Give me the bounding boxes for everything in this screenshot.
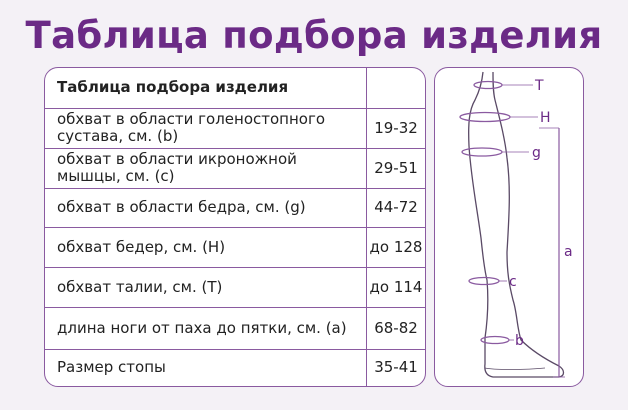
row-label: обхват в области голеностопного сустава, см. (b) [45, 108, 367, 148]
row-value: 19-32 [367, 108, 426, 148]
row-value: 35-41 [367, 349, 426, 386]
leg-illustration [435, 68, 583, 386]
measure-ring-t [474, 82, 502, 89]
measure-ring-h [460, 113, 510, 122]
leg-diagram [434, 67, 584, 387]
size-table [44, 67, 426, 387]
row-label: обхват бедер, см. (H) [45, 227, 367, 267]
row-value: 68-82 [367, 307, 426, 349]
measure-ring-g [462, 148, 502, 156]
label-h: H [540, 110, 551, 126]
label-a: a [564, 244, 573, 260]
row-value: 29-51 [367, 148, 426, 188]
page-title: Таблица подбора изделия [25, 14, 603, 57]
table-header-empty [367, 68, 426, 108]
label-t: T [535, 78, 544, 94]
row-value: 44-72 [367, 188, 426, 227]
row-value: до 128 [367, 227, 426, 267]
measure-ring-c [469, 278, 499, 285]
row-label: обхват в области икроножной мышцы, см. (c) [45, 148, 367, 188]
row-label: обхват талии, см. (T) [45, 267, 367, 307]
label-b: b [515, 333, 524, 349]
row-label: длина ноги от паха до пятки, см. (a) [45, 307, 367, 349]
row-label: Размер стопы [57, 358, 166, 377]
table-header: Таблица подбора изделия [45, 68, 367, 108]
label-g: g [532, 145, 541, 161]
row-label: обхват в области бедра, см. (g) [45, 188, 367, 227]
row-value: до 114 [367, 267, 426, 307]
label-c: c [509, 274, 517, 290]
